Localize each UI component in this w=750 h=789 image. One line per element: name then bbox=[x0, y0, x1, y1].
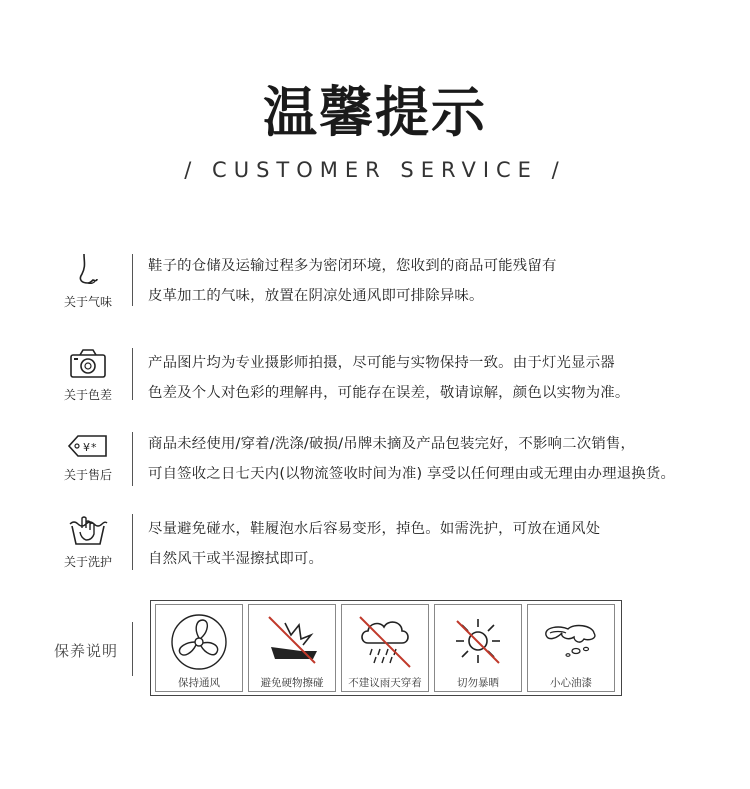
no-rain-icon bbox=[354, 611, 416, 671]
care-item-no-hard-objects bbox=[248, 604, 336, 692]
page-title: 温馨提示 bbox=[263, 81, 487, 144]
svg-text:¥: ¥ bbox=[83, 441, 90, 454]
tip-caption: 关于洗护 bbox=[63, 555, 112, 569]
tip-divider bbox=[132, 348, 133, 400]
tip-after-sales bbox=[40, 432, 740, 502]
care-item-label: 小心油漆 bbox=[550, 677, 592, 689]
care-item-label: 保持通风 bbox=[178, 677, 220, 689]
care-item-label: 避免硬物擦碰 bbox=[260, 677, 324, 689]
tip-divider bbox=[132, 432, 133, 486]
tip-line: 色差及个人对色彩的理解冉，可能存在误差，敬请谅解，颜色以实物为准。 bbox=[148, 385, 630, 401]
tip-smell bbox=[40, 250, 740, 320]
care-label: 保养说明 bbox=[54, 642, 119, 660]
tip-line: 可自签收之日七天内(以物流签收时间为准) 享受以任何理由或无理由办理退换货。 bbox=[148, 466, 676, 482]
hand-wash-icon bbox=[58, 514, 118, 554]
no-sun-icon bbox=[447, 611, 509, 671]
tip-line: 鞋子的仓储及运输过程多为密闭环境，您收到的商品可能残留有 bbox=[148, 258, 557, 274]
care-item-oil-paint bbox=[527, 604, 615, 692]
tip-line: 商品未经使用/穿着/洗涤/破损/吊牌未摘及产品包装完好，不影响二次销售， bbox=[148, 436, 636, 452]
svg-text:*: * bbox=[91, 441, 97, 454]
care-item-no-sun bbox=[434, 604, 522, 692]
tip-divider bbox=[132, 254, 133, 306]
camera-icon bbox=[58, 348, 118, 388]
care-divider bbox=[132, 622, 133, 676]
oil-paint-icon bbox=[540, 611, 602, 671]
tip-caption: 关于色差 bbox=[63, 388, 112, 402]
care-item-label: 切勿暴晒 bbox=[457, 677, 499, 689]
page-subtitle: / CUSTOMER SERVICE / bbox=[184, 158, 566, 182]
tip-line: 皮革加工的气味，放置在阴凉处通风即可排除异味。 bbox=[148, 288, 484, 304]
care-item-no-rain bbox=[341, 604, 429, 692]
no-hard-objects-icon bbox=[261, 611, 323, 671]
nose-icon bbox=[58, 250, 118, 290]
care-item-ventilate bbox=[155, 604, 243, 692]
tip-color bbox=[40, 348, 740, 418]
care-panel bbox=[150, 600, 622, 696]
fan-icon bbox=[168, 611, 230, 671]
tip-caption: 关于售后 bbox=[63, 468, 112, 482]
tip-line: 自然风干或半湿擦拭即可。 bbox=[148, 551, 324, 567]
tip-washing bbox=[40, 514, 740, 584]
tip-caption: 关于气味 bbox=[63, 295, 112, 309]
tip-divider bbox=[132, 514, 133, 570]
tip-line: 产品图片均为专业摄影师拍摄，尽可能与实物保持一致。由于灯光显示器 bbox=[148, 355, 615, 371]
tip-line: 尽量避免碰水，鞋履泡水后容易变形，掉色。如需洗护，可放在通风处 bbox=[148, 521, 601, 537]
care-item-label: 不建议雨天穿着 bbox=[348, 677, 422, 689]
